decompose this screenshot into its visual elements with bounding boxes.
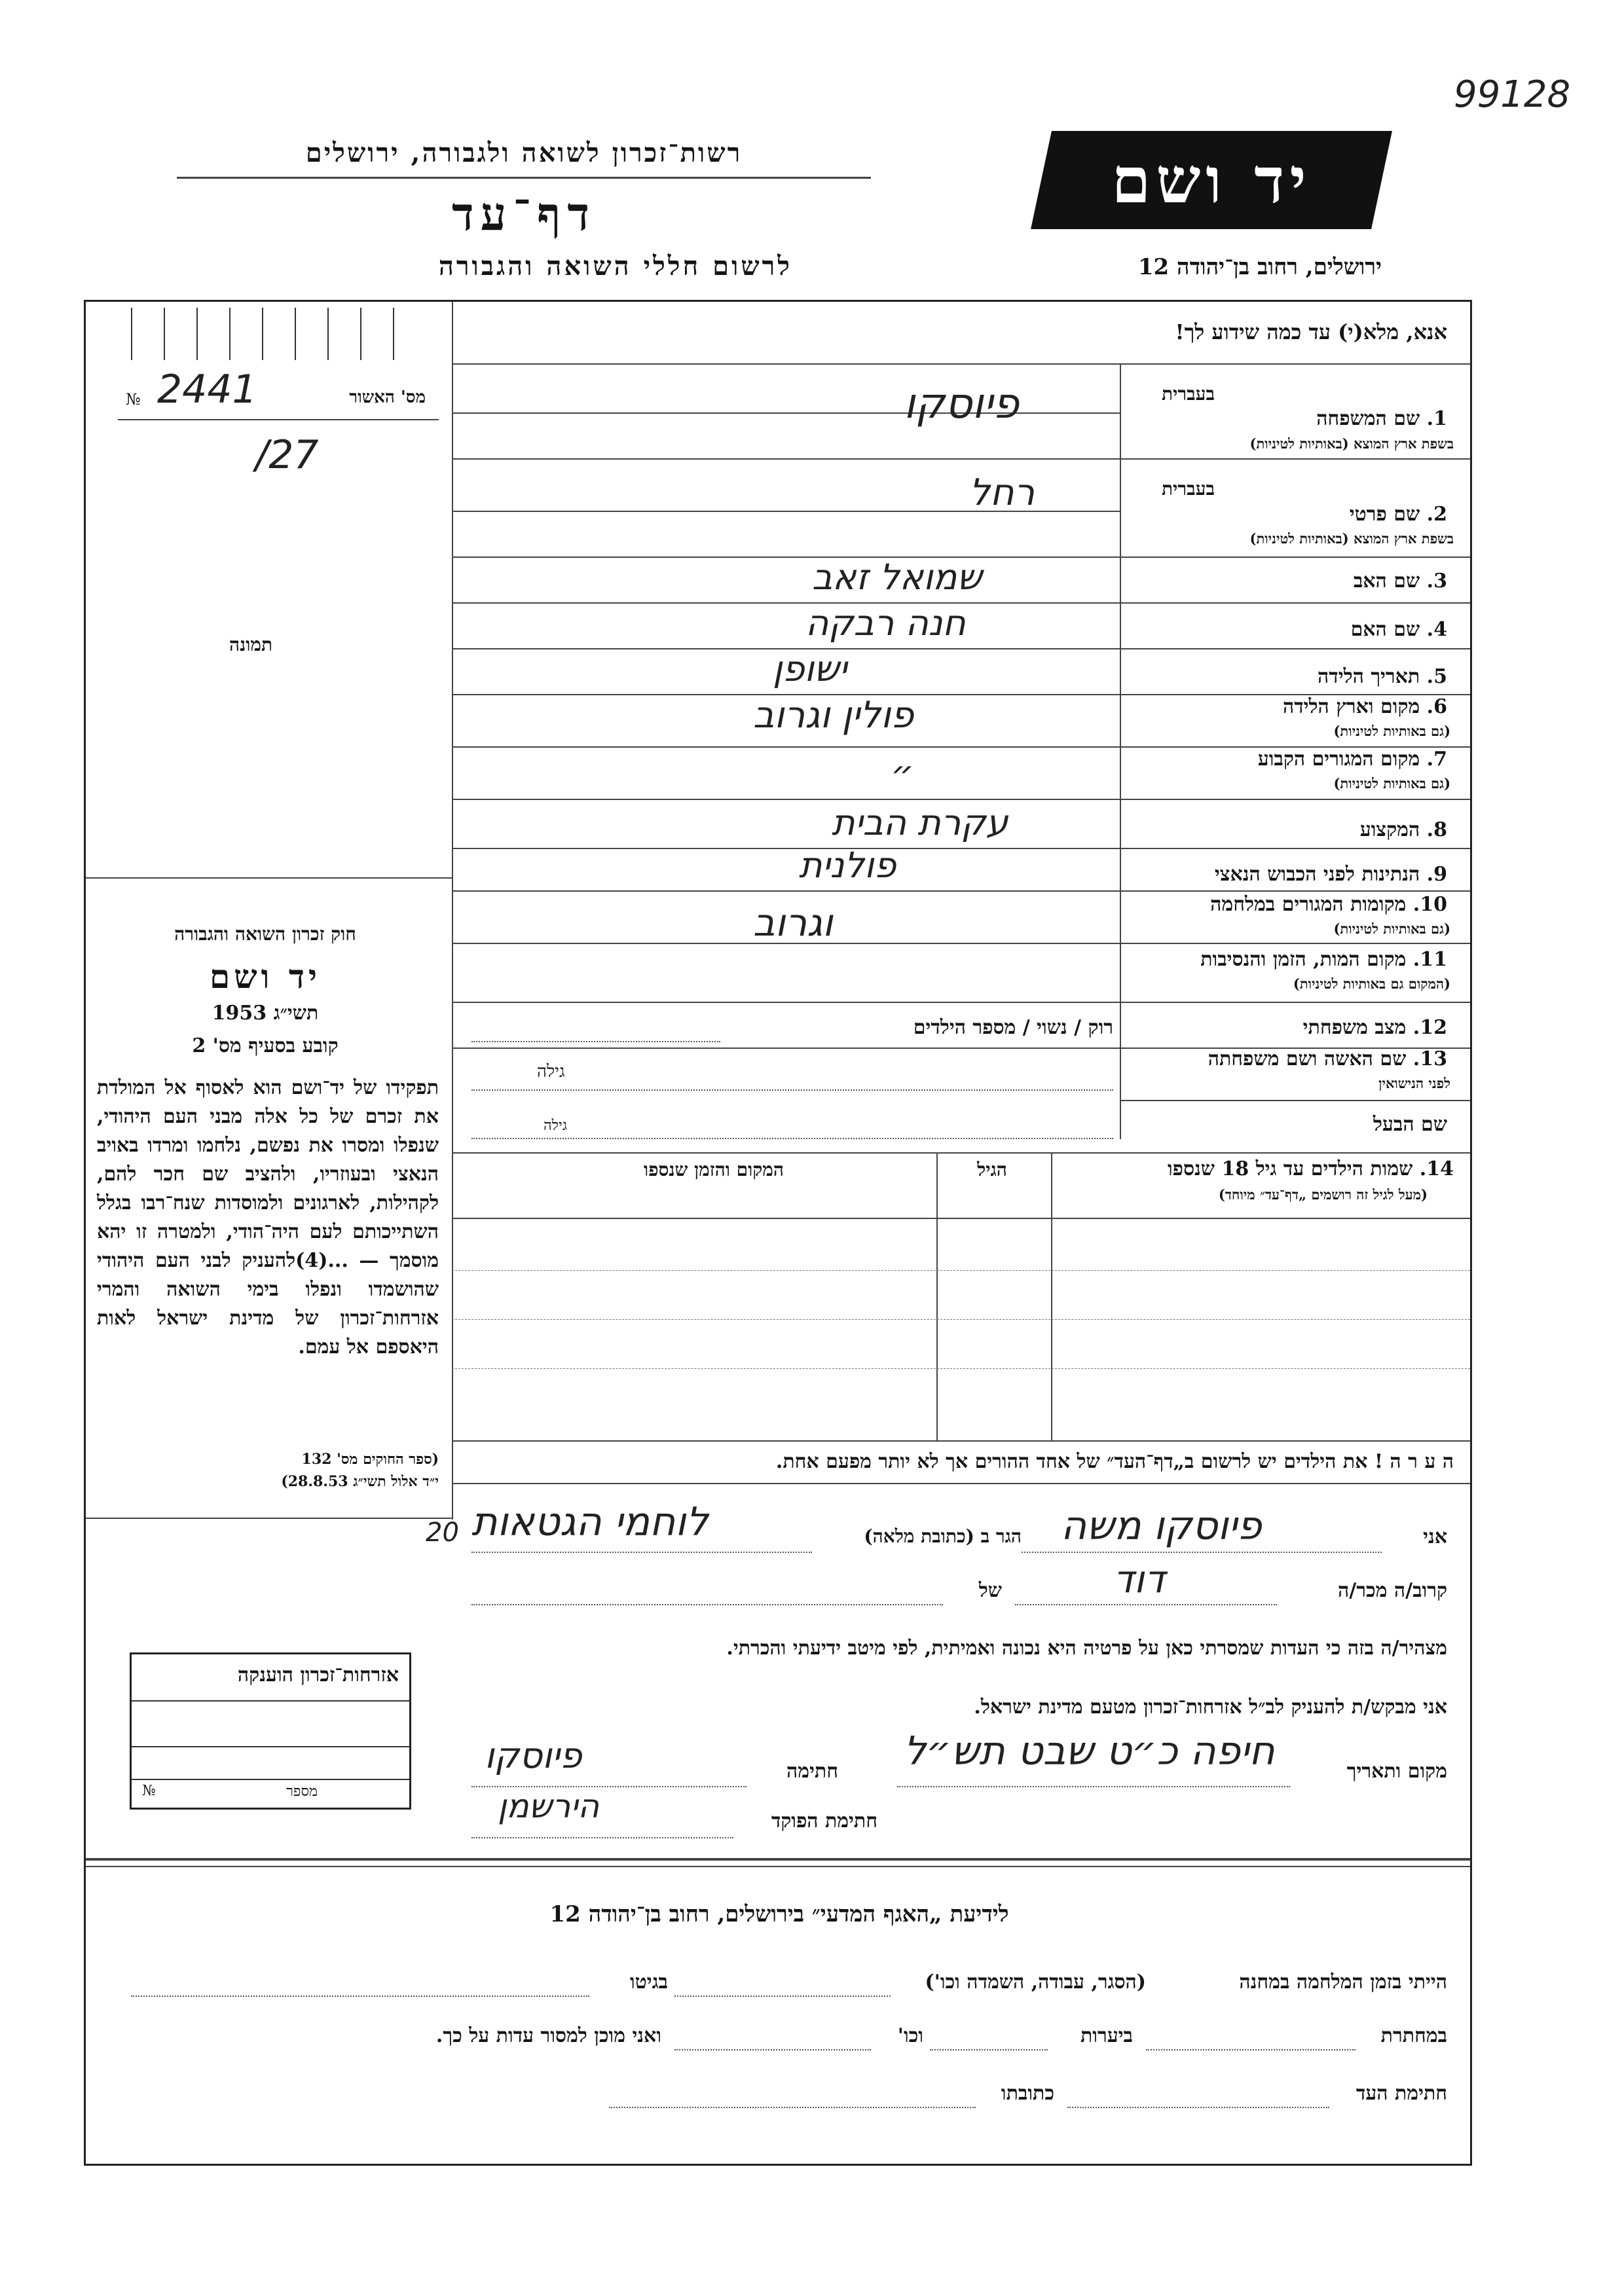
row-line [452,1002,1470,1003]
field-7-value: ״ [891,753,915,795]
row-line [452,799,1470,800]
note-line [452,1483,1470,1484]
row-line [1120,1100,1470,1101]
law-title: חוק זכרון השואה והגבורה [174,923,356,945]
form-subtitle: לרשום חללי השואה והגבורה [438,251,792,282]
field-1-sub: בשפת ארץ המוצא (באותיות לטיניות) [1249,435,1454,452]
form-title: דף־עד [451,187,596,241]
i-label: אני [1423,1525,1447,1548]
approval-number: 2441 [157,367,257,412]
row-line [452,412,1120,414]
photo-bottom-line [86,877,452,879]
of-label: של [978,1579,1002,1602]
request: אני מבקש/ת להעניק לב״ל אזרחות־זכרון מטעם מדינת ישראל. [974,1696,1447,1719]
wife-line [471,1089,1113,1091]
field-10-label: 10. מקומות המגורים במלחמה [1210,893,1447,916]
field-3-value: שמואל זאב [812,556,982,598]
citizenship-number-label: מספר [286,1783,318,1800]
field-1-prefix: בעברית [1161,383,1215,405]
authority-underline [177,177,871,179]
field-8-value: עקרת הבית [832,802,1008,843]
footer-separator [86,1858,1470,1861]
husband-label: שם הבעל [1373,1113,1447,1136]
field-4-value: חנה רבקה [805,602,966,644]
children-count-line [471,1041,720,1042]
logo-text: יד ושם [1111,143,1312,217]
footer-title: לידיעת „האגף המדעי״ בירושלים, רחוב בן־יהודה 12 [549,1901,1009,1927]
row-line [452,458,1470,460]
photo-label: תמונה [229,634,273,655]
field-6-sub: (גם באותיות לטיניות) [1333,723,1450,739]
field-7-sub: (גם באותיות לטיניות) [1333,775,1450,792]
law-name: יד ושם [210,957,321,996]
no-mark: № [126,390,141,409]
children-subtitle: (מעל לגיל זה רושמים „דף־עד״ מיוחד) [1218,1186,1428,1203]
place-date-line [897,1786,1290,1787]
instruction-line [452,363,1470,365]
field-2-sub: בשפת ארץ המוצא (באותיות לטיניות) [1249,530,1454,547]
citizenship-no-mark: № [142,1783,156,1799]
field-1-value: פיוסקו [904,380,1020,428]
place-date-value: חיפה כ״ט שבט תש״ל [904,1728,1275,1774]
yad-vashem-logo [1041,131,1382,229]
label-value-divider [1120,363,1121,1139]
field-1-label: 1. שם המשפחה [1316,407,1447,430]
field-3-label: 3. שם האב [1353,570,1447,592]
field-8-label: 8. המקצוע [1359,818,1447,841]
law-date: י״ד אלול תשי״ג 28.8.53) [281,1473,439,1490]
law-text: תפקידו של יד־ושם הוא לאסוף אל המולדת את זכרם של כל אלה מבני העם היהודי, שנפלו ומסרו את נפשם, נלחמו ומרדו באויב הנאצי ובעוזריו, ולהציב שם חכר להם, לקהילות, לארגונים ולמוסדות שנח־רבו בגלל השתייכותם לעם היה־הודי, ולמטרה זו יהא מוסמך — ...(4)להעניק לבני העם היהודי שהושמדו ונפלו בימי השואה והמרי אזרחות־זכרון של מדינת ישראל לאות היאספם אל עמם. [97,1076,439,1358]
official-signature-line [471,1837,733,1838]
col-place: המקום והזמן שנספו [644,1159,784,1180]
children-title: 14. שמות הילדים עד גיל 18 שנספו [1167,1157,1454,1180]
citizenship-box-title: אזרחות־זכרון הוענקה [237,1664,399,1686]
row-line [452,848,1470,849]
field-13-sub: לפני הנישואין [1378,1075,1450,1091]
field-10-sub: (גם באותיות לטיניות) [1333,920,1450,937]
row-line [452,890,1470,892]
residing-label: הגר ב (כתובת מלאה) [864,1525,1022,1547]
header-address: ירושלים, רחוב בן־יהודה 12 [1137,254,1382,280]
footer-line-1: הייתי בזמן המלחמה במחנה (הסגר, עבודה, השמדה וכו') בגיטו [98,1971,1447,2010]
approval-line [118,419,439,420]
official-signature-value: הירשמן [498,1787,600,1825]
field-11-sub: (המקום גם באותיות לטיניות) [1293,975,1450,992]
of-line [471,1604,943,1605]
declarant-value: פיוסקו משה [1061,1503,1262,1549]
field-13-value: גילה [537,1062,565,1082]
field-5-label: 5. תאריך הלידה [1318,665,1447,688]
law-year: תשי״ג 1953 [212,1002,319,1025]
law-clause: קובע בסעיף מס' 2 [192,1034,339,1057]
signature-value: פיוסקו [485,1735,582,1776]
field-2-prefix: בעברית [1161,478,1215,500]
tick-strip [118,308,432,360]
instruction: אנא, מלא(י) עד כמה שידוע לך! [1175,319,1447,344]
row-line [452,648,1470,649]
field-9-label: 9. הנתינות לפני הכבוש הנאצי [1214,863,1447,886]
field-2-value: רחל [969,471,1035,514]
col-age: הגיל [977,1159,1007,1180]
authority-line: רשות־זכרון לשואה ולגבורה, ירושלים [305,137,743,168]
field-6-label: 6. מקום וארץ הלידה [1282,695,1447,718]
field-10-value: וגרוב [753,900,833,945]
official-signature-label: חתימת הפוקד [771,1810,877,1832]
husband-value: גילה [544,1118,567,1134]
approval-label: מס' האשור [349,388,426,407]
relation-value: דוד [1113,1557,1166,1601]
address-value: לוחמי הגטאות [471,1499,709,1545]
field-4-label: 4. שם האם [1350,618,1447,641]
relation-line [1015,1604,1277,1605]
field-13-label: 13. שם האשה ושם משפחתה [1208,1048,1447,1070]
field-11-label: 11. מקום המות, הזמן והנסיבות [1200,948,1447,971]
husband-line [471,1138,1113,1139]
field-2-label: 2. שם פרטי [1349,503,1447,526]
citizenship-box [130,1652,411,1810]
law-ref: (ספר החוקים מס' 132 [301,1451,439,1468]
address-number: 20 [426,1518,459,1548]
field-5-value: ישופן [773,648,847,689]
signature-label: חתימה [786,1760,838,1783]
row-line [452,943,1470,944]
approval-sub: /27 [255,432,319,478]
footer-line-2: במחתרת ביערות וכו' ואני מוכן למסור עדות על כך. [98,2024,1447,2064]
field-7-label: 7. מקום המגורים הקבוע [1257,748,1447,771]
relative-label: קרוב/ה מכר/ה [1338,1579,1447,1602]
children-note: ה ע ר ה ! את הילדים יש לרשום ב„דף־העד״ של אחד ההורים אך לא יותר מפעם אחת. [775,1450,1454,1473]
field-12-value: רוק / נשוי / מספר הילדים [913,1016,1113,1039]
field-9-value: פולנית [799,845,896,886]
field-12-label: 12. מצב משפחתי [1302,1016,1447,1039]
footer-separator-2 [86,1866,1470,1867]
footer-line-3: חתימת העד כתובתו [98,2082,1447,2121]
sidebar-bottom-line [86,1518,452,1519]
address-line [471,1552,812,1553]
field-6-value: פולין וגרוב [753,694,914,737]
place-date-label: מקום ותאריך [1346,1760,1447,1783]
declarant-line [1022,1552,1382,1553]
statement: מצהיר/ה בזה כי העדות שמסרתי כאן על פרטיה היא נכונה ואמיתית, לפי מיטב ידיעתי והכרתי. [726,1637,1447,1660]
form-number: 99128 [1454,73,1571,116]
